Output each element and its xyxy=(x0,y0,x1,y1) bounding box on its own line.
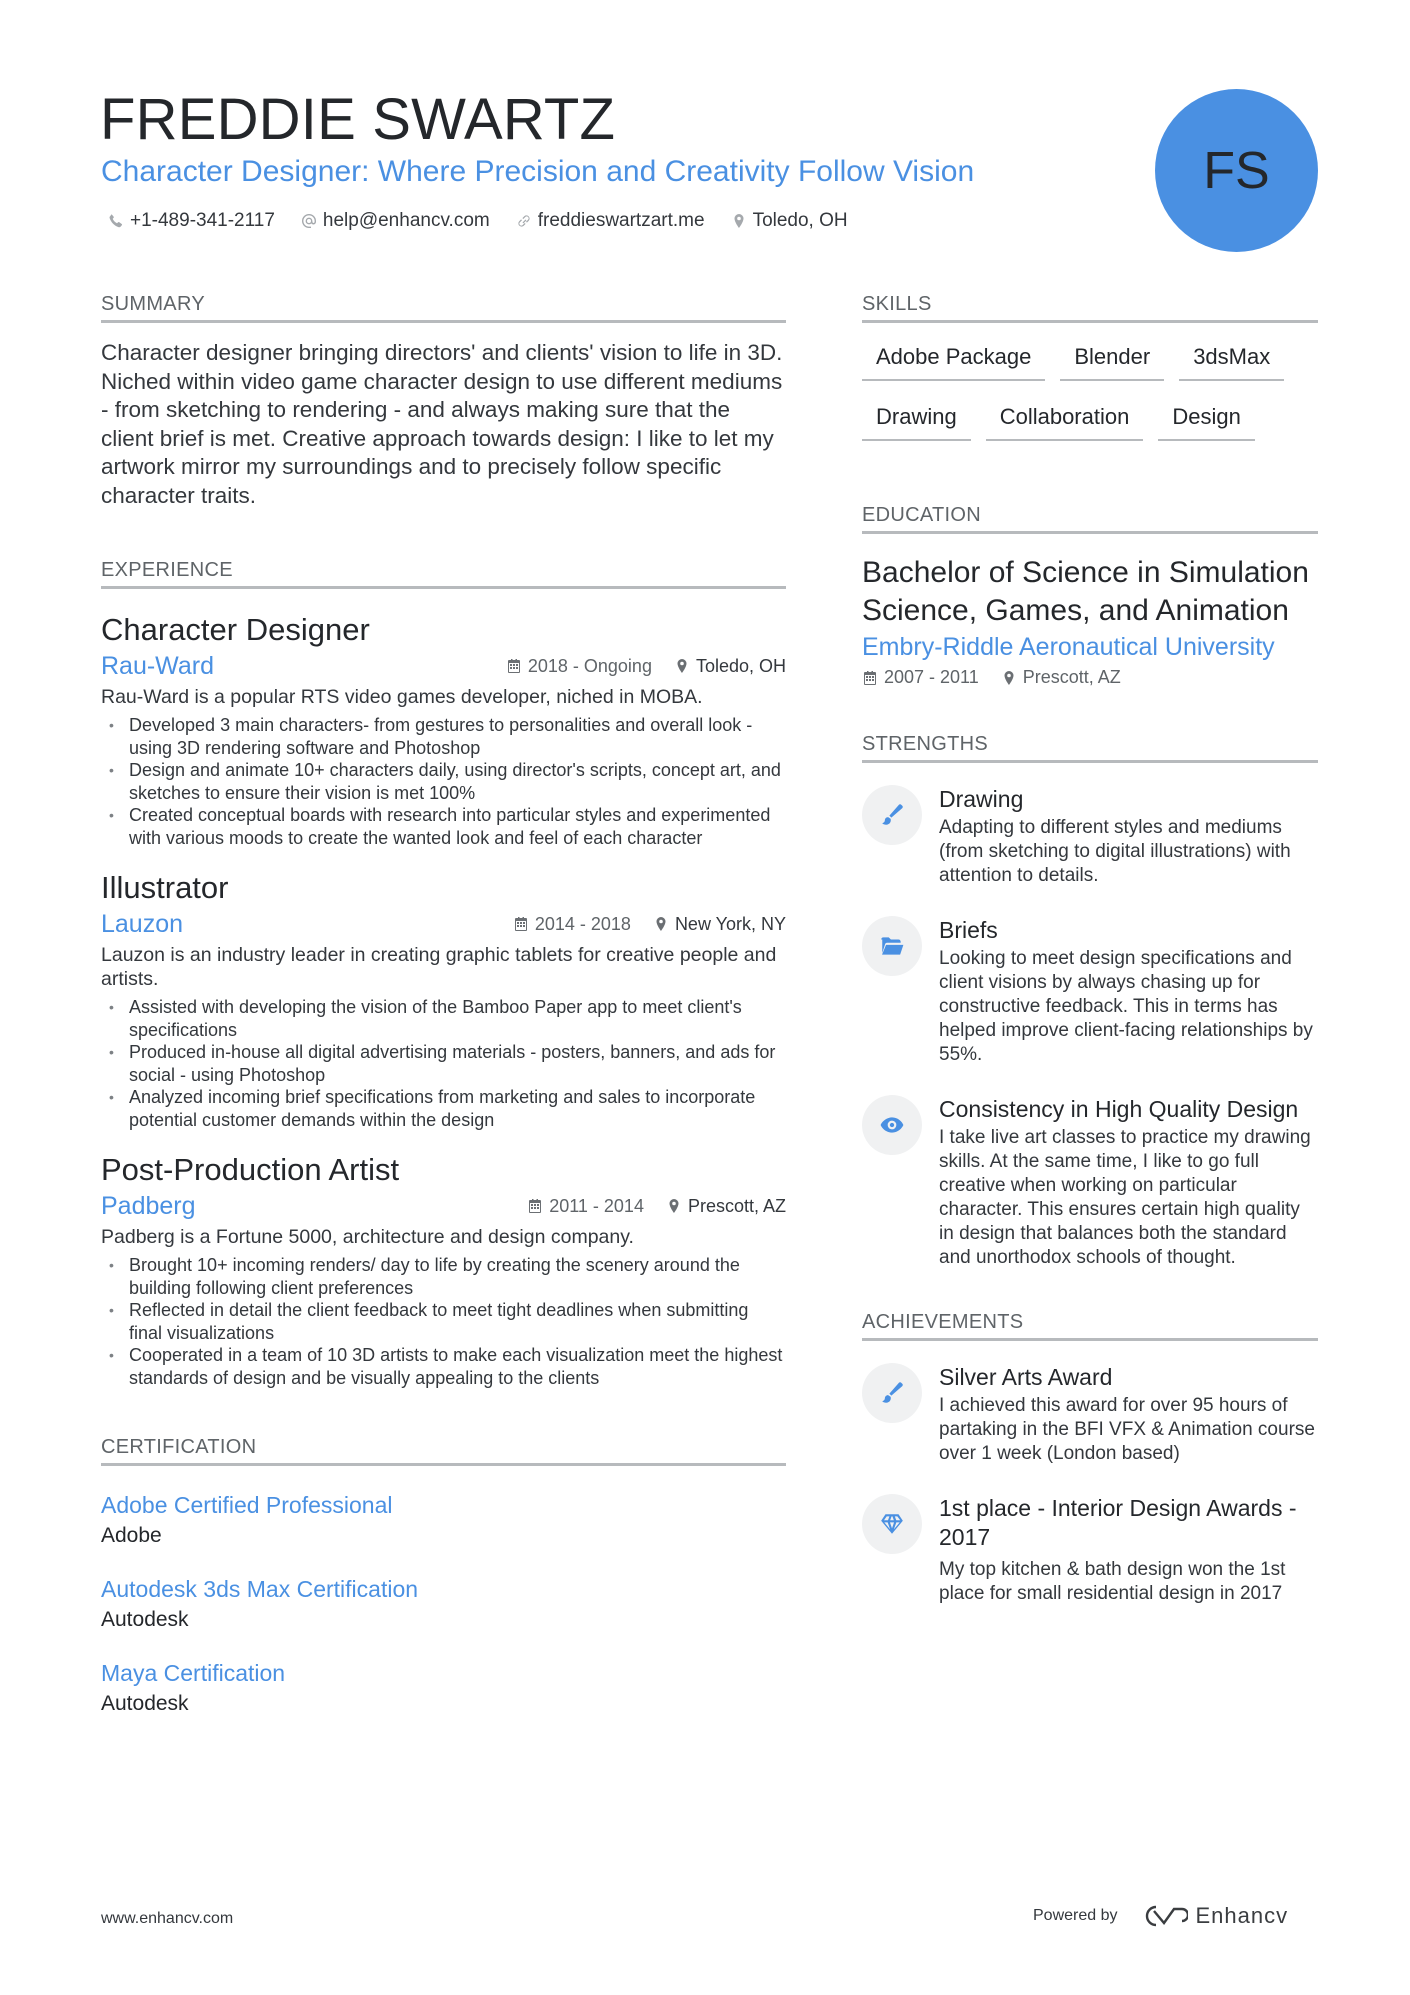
certification-issuer: Adobe xyxy=(101,1524,162,1547)
section-title-strengths: STRENGTHS xyxy=(862,732,1318,763)
email-text: help@enhancv.com xyxy=(322,210,490,231)
footer-powered-by xyxy=(1033,1903,1288,1929)
job-title: Character Designer xyxy=(101,612,370,647)
job-location: Toledo, OH xyxy=(695,655,786,676)
bullet-item: • Created conceptual boards with research into particular styles and experimented with various moods to create the wanted look and feel of each character xyxy=(101,804,786,849)
job-location: New York, NY xyxy=(674,913,786,934)
certification-section xyxy=(101,1435,786,1718)
certification-name: Autodesk 3ds Max Certification xyxy=(101,1576,419,1602)
contact-website[interactable] xyxy=(516,207,705,235)
left-column xyxy=(101,292,786,1718)
location-text: Toledo, OH xyxy=(752,210,848,231)
skills-section xyxy=(862,292,1318,441)
job-dates: 2018 - Ongoing xyxy=(527,655,652,676)
achievements-section xyxy=(862,1310,1318,1606)
skill-tag: Collaboration xyxy=(986,397,1144,441)
job-dates: 2011 - 2014 xyxy=(549,1195,644,1216)
footer-website-link[interactable]: www.enhancv.com xyxy=(101,1910,234,1927)
strength-description: Looking to meet design specifications and client visions by always chasing up for constructive feedback. This in terms has helped improve client-facing relationships by 55%. xyxy=(939,948,1313,1065)
at-icon xyxy=(301,213,317,229)
location-icon xyxy=(666,1198,682,1214)
calendar-icon xyxy=(513,916,529,932)
diamond-icon xyxy=(879,1511,905,1537)
skills-list xyxy=(862,337,1318,441)
section-title-education: EDUCATION xyxy=(862,503,1318,534)
folder-open-icon xyxy=(879,933,905,959)
section-title-skills: SKILLS xyxy=(862,292,1318,323)
bullet-item: • Cooperated in a team of 10 3D artists to make each visualization meet the highest standards of design and be visually appealing to the clients xyxy=(101,1344,786,1389)
avatar-initials: FS xyxy=(1203,141,1270,200)
skill-tag: 3dsMax xyxy=(1179,337,1284,381)
company-name: Rau-Ward xyxy=(101,652,214,680)
job-bullets xyxy=(101,1254,786,1389)
enhancv-logo[interactable] xyxy=(1142,1903,1289,1929)
company-name: Padberg xyxy=(101,1192,196,1220)
contact-location xyxy=(731,207,848,235)
bullet-item: • Reflected in detail the client feedback to meet tight deadlines when submitting final visualizations xyxy=(101,1299,786,1344)
job-bullets xyxy=(101,714,786,849)
achievement-item xyxy=(862,1494,1318,1606)
brand-name: Enhancv xyxy=(1195,1903,1289,1928)
bullet-item: • Developed 3 main characters- from gestures to personalities and overall look - using 3D rendering software and Photoshop xyxy=(101,714,786,759)
summary-text: Character designer bringing directors' and clients' vision to life in 3D. Niched within video game character design to use different mediums - from sketching to rendering - and always making sure that the client brief is met. Creative approach towards design: I like to let my artwork mirror my surroundings and to precisely follow specific character traits. xyxy=(101,340,783,508)
contact-bar xyxy=(108,207,848,235)
job-dates: 2014 - 2018 xyxy=(534,913,631,934)
eye-icon xyxy=(879,1112,905,1138)
job-title: Post-Production Artist xyxy=(101,1152,400,1187)
strength-title: Drawing xyxy=(939,786,1024,812)
summary-section xyxy=(101,292,786,510)
certification-issuer: Autodesk xyxy=(101,1608,189,1631)
certification-name: Maya Certification xyxy=(101,1660,286,1686)
job-location: Prescott, AZ xyxy=(687,1195,786,1216)
strength-title: Briefs xyxy=(939,917,998,943)
strength-item xyxy=(862,785,1318,888)
strength-item xyxy=(862,1095,1318,1270)
strengths-section xyxy=(862,732,1318,1270)
bullet-item: • Produced in-house all digital advertising materials - posters, banners, and ads for social - using Photoshop xyxy=(101,1041,786,1086)
website-text: freddieswartzart.me xyxy=(537,210,705,231)
experience-section xyxy=(101,558,786,1389)
education-dates: 2007 - 2011 xyxy=(884,667,979,687)
paintbrush-icon xyxy=(879,1380,905,1406)
job-title: Illustrator xyxy=(101,870,229,905)
bullet-item: • Assisted with developing the vision of the Bamboo Paper app to meet client's specifications xyxy=(101,996,786,1041)
achievement-item xyxy=(862,1363,1318,1466)
strength-description: Adapting to different styles and mediums (from sketching to digital illustrations) with attention to details. xyxy=(939,817,1291,886)
school-name: Embry-Riddle Aeronautical University xyxy=(862,633,1275,661)
avatar xyxy=(1155,89,1318,252)
contact-phone[interactable] xyxy=(108,207,275,235)
location-icon xyxy=(731,213,747,229)
location-icon xyxy=(1001,670,1017,686)
achievement-description: I achieved this award for over 95 hours of partaking in the BFI VFX & Animation course over 1 week (London based) xyxy=(939,1395,1315,1464)
job-description: Lauzon is an industry leader in creating graphic tablets for creative people and artists. xyxy=(101,944,777,990)
certification-item xyxy=(101,1490,786,1550)
calendar-icon xyxy=(506,658,522,674)
achievement-title: 1st place - Interior Design Awards - 2017 xyxy=(939,1495,1297,1550)
bullet-item: • Design and animate 10+ characters daily, using director's scripts, concept art, and sketches to ensure their vision is met 100% xyxy=(101,759,786,804)
candidate-name: FREDDIE SWARTZ xyxy=(100,87,616,152)
phone-text: +1-489-341-2117 xyxy=(130,210,275,231)
job-description: Padberg is a Fortune 5000, architecture and design company. xyxy=(101,1226,634,1248)
strength-description: I take live art classes to practice my drawing skills. At the same time, I like to go full creative when working on particular character. This ensures certain high quality in design that balances both the standard and unorthodox schools of thought. xyxy=(939,1127,1311,1268)
contact-email[interactable] xyxy=(301,207,490,235)
bullet-item: • Brought 10+ incoming renders/ day to life by creating the scenery around the building following client preferences xyxy=(101,1254,786,1299)
certification-issuer: Autodesk xyxy=(101,1692,189,1715)
headline: Character Designer: Where Precision and Creativity Follow Vision xyxy=(101,155,975,188)
powered-by-label: Powered by xyxy=(1033,1907,1118,1924)
achievement-title: Silver Arts Award xyxy=(939,1364,1113,1390)
job-entry xyxy=(101,611,786,849)
phone-icon xyxy=(108,213,124,229)
strength-item xyxy=(862,916,1318,1067)
bullet-item: • Analyzed incoming brief specifications from marketing and sales to incorporate potential customer demands within the design xyxy=(101,1086,786,1131)
certification-item xyxy=(101,1574,786,1634)
job-bullets xyxy=(101,996,786,1131)
calendar-icon xyxy=(527,1198,543,1214)
job-entry xyxy=(101,1151,786,1389)
section-title-certification: CERTIFICATION xyxy=(101,1435,786,1466)
degree-title: Bachelor of Science in Simulation Science, Games, and Animation xyxy=(862,556,1309,627)
education-section xyxy=(862,503,1318,688)
job-entry xyxy=(101,869,786,1131)
section-title-summary: SUMMARY xyxy=(101,292,786,323)
section-title-experience: EXPERIENCE xyxy=(101,558,786,589)
skill-tag: Blender xyxy=(1060,337,1164,381)
skill-tag: Design xyxy=(1158,397,1254,441)
paintbrush-icon xyxy=(879,802,905,828)
calendar-icon xyxy=(862,670,878,686)
job-description: Rau-Ward is a popular RTS video games developer, niched in MOBA. xyxy=(101,686,703,708)
enhancv-logo-icon xyxy=(1142,1903,1188,1929)
education-location: Prescott, AZ xyxy=(1022,667,1121,687)
location-icon xyxy=(653,916,669,932)
skill-tag: Drawing xyxy=(862,397,971,441)
link-icon xyxy=(516,213,532,229)
certification-name: Adobe Certified Professional xyxy=(101,1492,393,1518)
location-icon xyxy=(674,658,690,674)
strength-title: Consistency in High Quality Design xyxy=(939,1096,1299,1122)
certification-item xyxy=(101,1658,786,1718)
achievement-description: My top kitchen & bath design won the 1st place for small residential design in 2017 xyxy=(939,1559,1286,1604)
company-name: Lauzon xyxy=(101,910,184,938)
section-title-achievements: ACHIEVEMENTS xyxy=(862,1310,1318,1341)
skill-tag: Adobe Package xyxy=(862,337,1045,381)
right-column xyxy=(862,292,1318,1606)
